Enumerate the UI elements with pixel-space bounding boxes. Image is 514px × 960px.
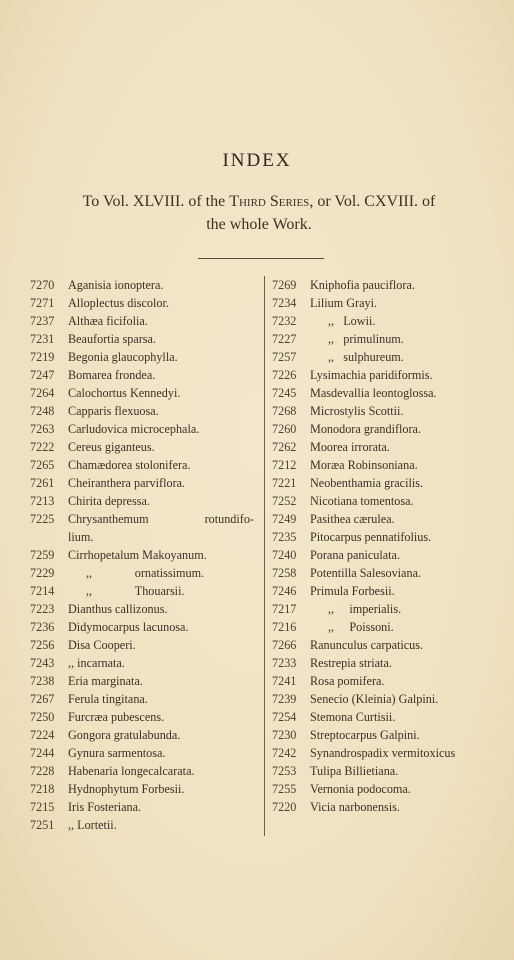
plant-name: Monodora grandiflora. <box>310 422 422 436</box>
index-entry <box>272 690 512 708</box>
index-entry <box>30 618 260 636</box>
plant-name: Neobenthamia gracilis. <box>310 476 424 490</box>
index-entry <box>30 600 260 618</box>
plant-name: Pasithea cærulea. <box>310 512 395 526</box>
index-entry <box>30 456 260 474</box>
plate-number: 7255 <box>272 782 297 796</box>
plate-number: 7257 <box>272 350 297 364</box>
plate-number: 7246 <box>272 584 297 598</box>
plant-name: Cirrhopetalum Makoyanum. <box>68 548 207 562</box>
index-entry <box>272 348 512 366</box>
plant-name: Pitocarpus pennatifolius. <box>310 530 432 544</box>
plant-name: ,, imperialis. <box>328 602 402 616</box>
plate-number: 7244 <box>30 746 55 760</box>
plant-name: Chamædorea stolonifera. <box>68 458 191 472</box>
plate-number: 7233 <box>272 656 297 670</box>
plate-number: 7236 <box>30 620 55 634</box>
page-subtitle <box>20 190 498 236</box>
plant-name: Alloplectus discolor. <box>68 296 169 310</box>
index-entry <box>272 312 512 330</box>
index-entry <box>30 438 260 456</box>
plate-number: 7226 <box>272 368 297 382</box>
index-entry <box>30 312 260 330</box>
plant-name: Stemona Curtisii. <box>310 710 396 724</box>
plant-name: Restrepia striata. <box>310 656 392 670</box>
plant-name: Rosa pomifera. <box>310 674 385 688</box>
plate-number: 7225 <box>30 512 55 526</box>
subtitle-line1-prefix: To Vol. XLVIII. of the <box>82 193 230 210</box>
index-entry <box>272 726 512 744</box>
index-entry <box>272 276 512 294</box>
plant-name: Primula Forbesii. <box>310 584 395 598</box>
index-entry <box>30 510 260 528</box>
plate-number: 7241 <box>272 674 297 688</box>
index-entry <box>30 546 260 564</box>
plant-name: ,, Thouarsii. <box>86 584 185 598</box>
plant-name: Ferula tingitana. <box>68 692 148 706</box>
index-entry <box>30 276 260 294</box>
plate-number: 7232 <box>272 314 297 328</box>
plate-number: 7231 <box>30 332 55 346</box>
index-entry <box>272 510 512 528</box>
plate-number: 7249 <box>272 512 297 526</box>
plant-name: Moorea irrorata. <box>310 440 390 454</box>
index-entry <box>272 528 512 546</box>
index-entry <box>272 330 512 348</box>
plant-name: Aganisia ionoptera. <box>68 278 164 292</box>
column-divider <box>264 276 265 836</box>
plant-name: Potentilla Salesoviana. <box>310 566 422 580</box>
index-entry <box>30 564 260 582</box>
plate-number: 7248 <box>30 404 55 418</box>
plant-name: Calochortus Kennedyi. <box>68 386 181 400</box>
plate-number: 7228 <box>30 764 55 778</box>
plate-number: 7239 <box>272 692 297 706</box>
plant-name: ,, Poissoni. <box>328 620 394 634</box>
index-entry <box>30 294 260 312</box>
plant-name: Masdevallia leontoglossa. <box>310 386 437 400</box>
plate-number: 7254 <box>272 710 297 724</box>
index-entry <box>272 384 512 402</box>
plate-number: 7215 <box>30 800 55 814</box>
plant-name: ,, ornatissimum. <box>86 566 205 580</box>
plant-name: Chirita depressa. <box>68 494 150 508</box>
plate-number: 7247 <box>30 368 55 382</box>
plate-number: 7216 <box>272 620 297 634</box>
page-title: INDEX <box>222 150 292 171</box>
index-entry <box>30 798 260 816</box>
index-entry <box>30 384 260 402</box>
index-entry <box>30 708 260 726</box>
plate-number: 7251 <box>30 818 55 832</box>
plate-number: 7234 <box>272 296 297 310</box>
index-entry <box>30 402 260 420</box>
subtitle-third-series: Third Series <box>229 193 310 210</box>
plate-number: 7263 <box>30 422 55 436</box>
index-entry <box>272 762 512 780</box>
plant-name: Gongora gratulabunda. <box>68 728 181 742</box>
index-entry <box>272 402 512 420</box>
plate-number: 7256 <box>30 638 55 652</box>
index-entry <box>272 654 512 672</box>
index-entry <box>30 816 260 834</box>
plant-name: Begonia glaucophylla. <box>68 350 178 364</box>
plate-number: 7265 <box>30 458 55 472</box>
plate-number: 7253 <box>272 764 297 778</box>
plate-number: 7218 <box>30 782 55 796</box>
index-entry <box>272 600 512 618</box>
plant-name: Lilium Grayi. <box>310 296 378 310</box>
index-entry <box>272 366 512 384</box>
index-entry <box>272 744 512 762</box>
plate-number: 7212 <box>272 458 297 472</box>
plant-name: Porana paniculata. <box>310 548 401 562</box>
index-entry <box>30 780 260 798</box>
plate-number: 7271 <box>30 296 55 310</box>
plate-number: 7227 <box>272 332 297 346</box>
plant-name: Beaufortia sparsa. <box>68 332 156 346</box>
plate-number: 7229 <box>30 566 55 580</box>
plant-name: Synandrospadix vermitoxicus <box>310 746 456 760</box>
index-entry <box>272 294 512 312</box>
index-entry <box>272 438 512 456</box>
plant-name: Moræa Robinsoniana. <box>310 458 418 472</box>
plate-number: 7264 <box>30 386 55 400</box>
plate-number: 7250 <box>30 710 55 724</box>
plate-number: 7243 <box>30 656 55 670</box>
index-entry <box>272 474 512 492</box>
plate-number: 7262 <box>272 440 297 454</box>
plate-number: 7237 <box>30 314 55 328</box>
plant-name: Disa Cooperi. <box>68 638 136 652</box>
index-entry <box>272 546 512 564</box>
plant-name: Senecio (Kleinia) Galpini. <box>310 692 439 706</box>
index-entry <box>272 708 512 726</box>
index-entry <box>30 672 260 690</box>
plate-number: 7214 <box>30 584 55 598</box>
index-entry <box>30 474 260 492</box>
plate-number: 7267 <box>30 692 55 706</box>
plate-number: 7269 <box>272 278 297 292</box>
plant-name: Habenaria longecalcarata. <box>68 764 195 778</box>
plate-number: 7242 <box>272 746 297 760</box>
plant-name: ,, sulphureum. <box>328 350 404 364</box>
plant-name: Althæa ficifolia. <box>68 314 148 328</box>
plate-number: 7230 <box>272 728 297 742</box>
index-entry <box>30 726 260 744</box>
plant-name: Eria marginata. <box>68 674 143 688</box>
index-column-right <box>272 276 512 816</box>
index-entry <box>272 492 512 510</box>
plant-name: ,, primulinum. <box>328 332 404 346</box>
plant-name: Streptocarpus Galpini. <box>310 728 420 742</box>
plate-number: 7235 <box>272 530 297 544</box>
index-entry <box>30 348 260 366</box>
plate-number: 7222 <box>30 440 55 454</box>
index-entry <box>30 420 260 438</box>
plant-name: Microstylis Scottii. <box>310 404 404 418</box>
plate-number: 7221 <box>272 476 297 490</box>
plant-name: Tulipa Billietiana. <box>310 764 399 778</box>
plant-name: Nicotiana tomentosa. <box>310 494 414 508</box>
plate-number: 7261 <box>30 476 55 490</box>
index-entry <box>272 798 512 816</box>
index-entry <box>272 672 512 690</box>
plate-number: 7266 <box>272 638 297 652</box>
plant-name: Didymocarpus lacunosa. <box>68 620 189 634</box>
plate-number: 7258 <box>272 566 297 580</box>
plant-name: Cheiranthera parviflora. <box>68 476 186 490</box>
plant-name: Chrysanthemum rotundifo- <box>68 512 254 526</box>
plant-name: ,, Lowii. <box>328 314 376 328</box>
index-entry <box>30 528 260 546</box>
index-entry <box>30 744 260 762</box>
index-entry <box>30 654 260 672</box>
plant-name: Kniphofia pauciflora. <box>310 278 415 292</box>
index-entry <box>30 636 260 654</box>
plant-name: Gynura sarmentosa. <box>68 746 166 760</box>
plate-number: 7240 <box>272 548 297 562</box>
plate-number: 7217 <box>272 602 297 616</box>
title-divider <box>198 258 324 259</box>
plant-name: Carludovica microcephala. <box>68 422 200 436</box>
index-entry <box>272 780 512 798</box>
plant-name: Ranunculus carpaticus. <box>310 638 424 652</box>
plant-name: Vernonia podocoma. <box>310 782 411 796</box>
plant-name: Capparis flexuosa. <box>68 404 159 418</box>
subtitle-line1-suffix: , or Vol. CXVIII. of <box>309 193 436 210</box>
index-entry <box>30 366 260 384</box>
subtitle-line2: the whole Work. <box>206 216 312 233</box>
index-entry <box>272 420 512 438</box>
plant-name: Dianthus callizonus. <box>68 602 168 616</box>
index-column-left <box>30 276 260 834</box>
plate-number: 7260 <box>272 422 297 436</box>
index-entry <box>30 330 260 348</box>
plate-number: 7252 <box>272 494 297 508</box>
plant-name: ,, Lortetii. <box>68 818 117 832</box>
plate-number: 7268 <box>272 404 297 418</box>
plate-number: 7245 <box>272 386 297 400</box>
index-entry <box>272 636 512 654</box>
index-entry <box>272 456 512 474</box>
index-entry <box>30 690 260 708</box>
plate-number: 7270 <box>30 278 55 292</box>
plant-name: Lysimachia paridiformis. <box>310 368 433 382</box>
index-entry <box>30 582 260 600</box>
plate-number: 7213 <box>30 494 55 508</box>
plate-number: 7224 <box>30 728 55 742</box>
plant-name: ,, incarnata. <box>68 656 125 670</box>
index-entry <box>30 762 260 780</box>
plant-name: Iris Fosteriana. <box>68 800 142 814</box>
plant-name: lium. <box>68 530 94 544</box>
plant-name: Furcræa pubescens. <box>68 710 165 724</box>
index-entry <box>272 618 512 636</box>
plate-number: 7238 <box>30 674 55 688</box>
plant-name: Vicia narbonensis. <box>310 800 400 814</box>
index-entry <box>272 564 512 582</box>
plate-number: 7219 <box>30 350 55 364</box>
index-entry <box>272 582 512 600</box>
plate-number: 7259 <box>30 548 55 562</box>
plant-name: Hydnophytum Forbesii. <box>68 782 185 796</box>
plate-number: 7223 <box>30 602 55 616</box>
plate-number: 7220 <box>272 800 297 814</box>
index-entry <box>30 492 260 510</box>
plant-name: Bomarea frondea. <box>68 368 156 382</box>
plant-name: Cereus giganteus. <box>68 440 155 454</box>
